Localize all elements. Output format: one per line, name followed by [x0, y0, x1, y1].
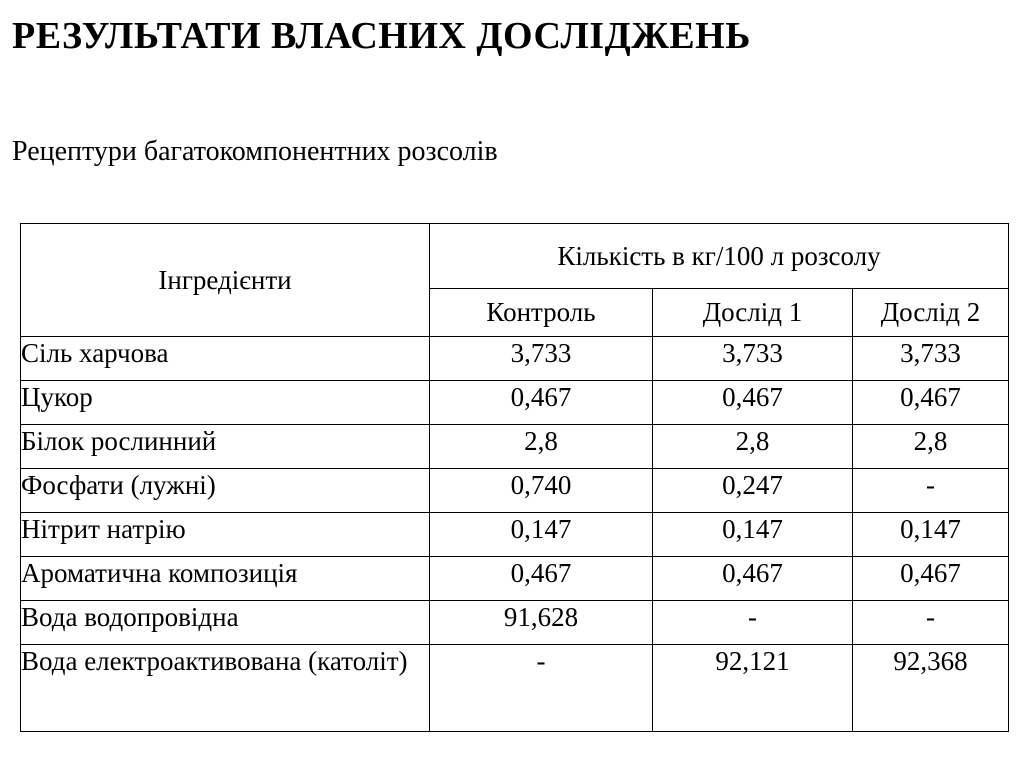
- page-title: РЕЗУЛЬТАТИ ВЛАСНИХ ДОСЛІДЖЕНЬ: [12, 15, 751, 57]
- ingredient-name: Вода електроактивована (католіт): [21, 645, 430, 732]
- header-control: Контроль: [430, 289, 653, 337]
- value-control: 0,147: [430, 513, 653, 557]
- value-experiment-2: 0,467: [853, 557, 1009, 601]
- value-experiment-1: 0,467: [653, 381, 853, 425]
- value-experiment-2: 0,147: [853, 513, 1009, 557]
- value-control: 3,733: [430, 337, 653, 381]
- value-experiment-1: 2,8: [653, 425, 853, 469]
- value-experiment-1: 3,733: [653, 337, 853, 381]
- value-experiment-2: -: [853, 601, 1009, 645]
- table-caption: Рецептури багатокомпонентних розсолів: [12, 136, 498, 167]
- table-row: [21, 381, 1009, 425]
- header-ingredients: Інгредієнти: [21, 224, 430, 337]
- value-experiment-2: 0,467: [853, 381, 1009, 425]
- table-row: [21, 645, 1009, 732]
- value-control: -: [430, 645, 653, 732]
- value-control: 0,740: [430, 469, 653, 513]
- value-experiment-1: -: [653, 601, 853, 645]
- ingredient-name: Ароматична композиція: [21, 557, 430, 601]
- table-row: [21, 557, 1009, 601]
- ingredient-name: Вода водопровідна: [21, 601, 430, 645]
- value-experiment-2: -: [853, 469, 1009, 513]
- ingredient-name: Нітрит натрію: [21, 513, 430, 557]
- header-quantity: Кількість в кг/100 л розсолу: [430, 224, 1009, 289]
- table-row: [21, 469, 1009, 513]
- value-experiment-2: 2,8: [853, 425, 1009, 469]
- value-experiment-2: 92,368: [853, 645, 1009, 732]
- table-row: [21, 425, 1009, 469]
- value-experiment-1: 92,121: [653, 645, 853, 732]
- value-control: 0,467: [430, 381, 653, 425]
- value-experiment-1: 0,467: [653, 557, 853, 601]
- table-row: [21, 513, 1009, 557]
- ingredient-name: Сіль харчова: [21, 337, 430, 381]
- value-control: 2,8: [430, 425, 653, 469]
- table-row: [21, 337, 1009, 381]
- header-experiment-2: Дослід 2: [853, 289, 1009, 337]
- ingredient-name: Фосфати (лужні): [21, 469, 430, 513]
- ingredient-name: Білок рослинний: [21, 425, 430, 469]
- value-experiment-1: 0,147: [653, 513, 853, 557]
- value-experiment-1: 0,247: [653, 469, 853, 513]
- value-control: 0,467: [430, 557, 653, 601]
- ingredient-name: Цукор: [21, 381, 430, 425]
- recipes-table: [20, 223, 1009, 732]
- value-experiment-2: 3,733: [853, 337, 1009, 381]
- value-control: 91,628: [430, 601, 653, 645]
- table-row: [21, 601, 1009, 645]
- header-experiment-1: Дослід 1: [653, 289, 853, 337]
